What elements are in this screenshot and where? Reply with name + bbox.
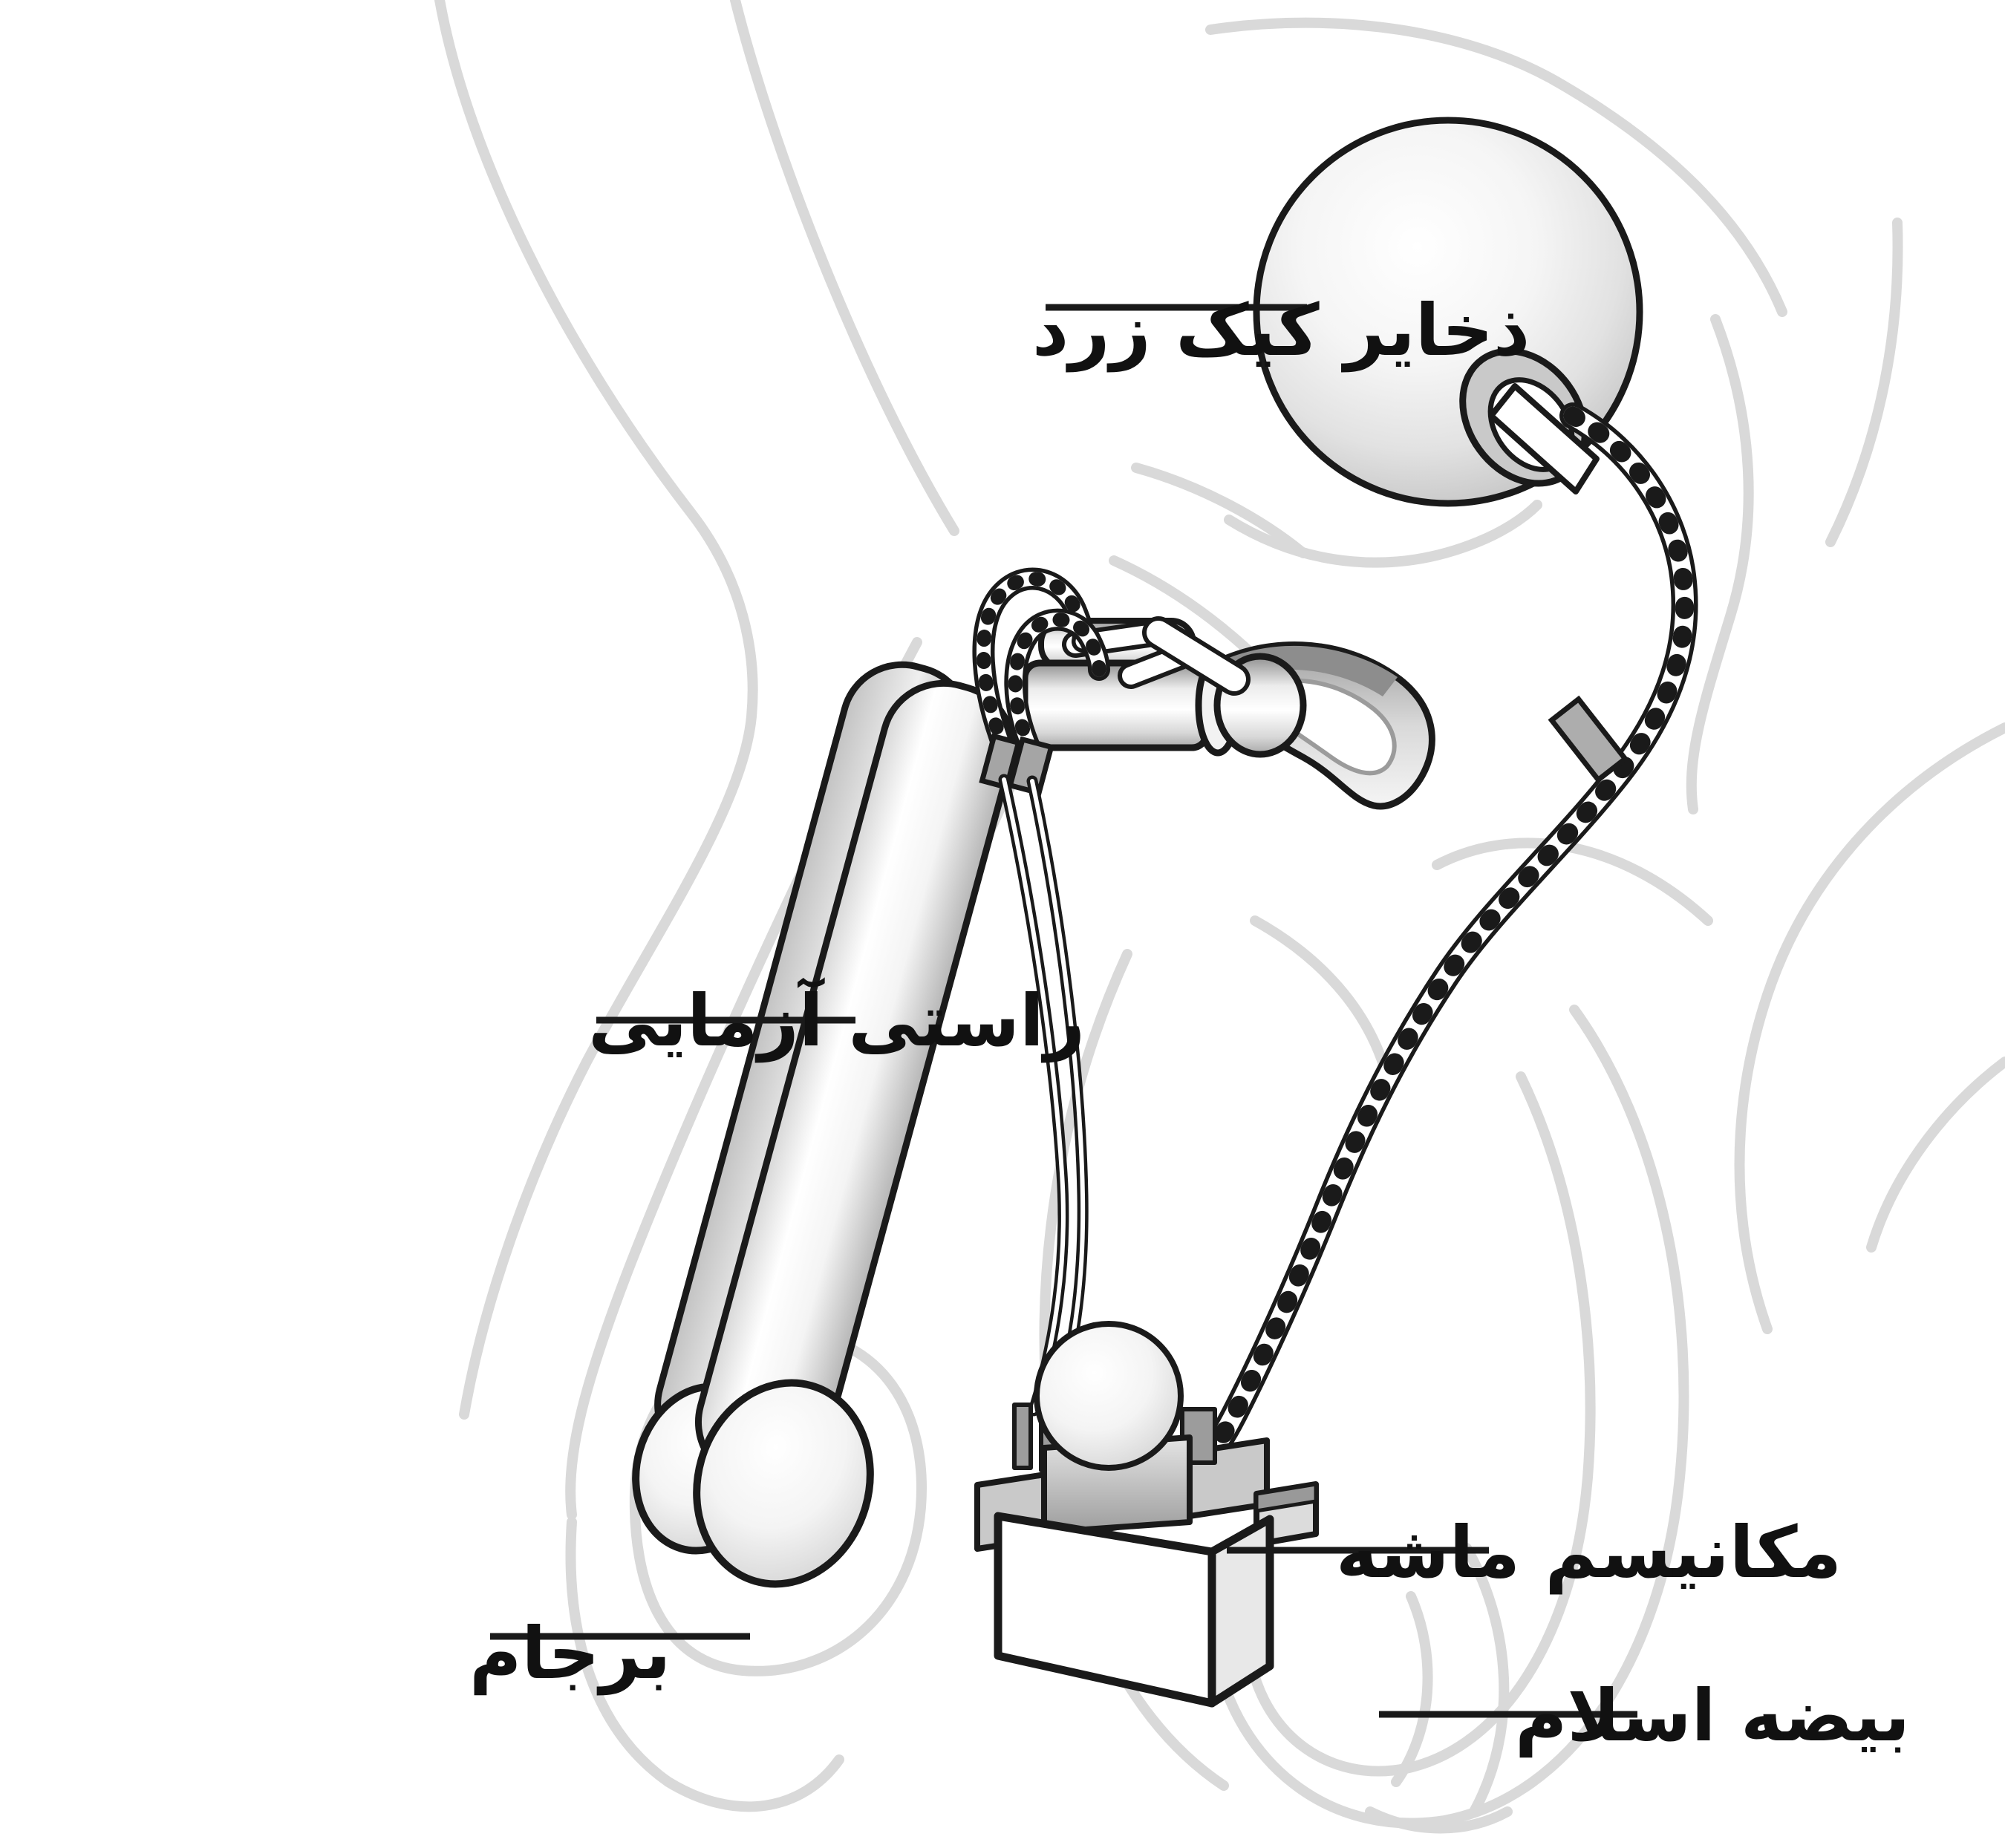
label-pump: مکانیسم ماشه [1335, 1511, 1842, 1594]
sketch-pelvic-line-2 [1136, 468, 1303, 553]
sketch-epididymis-1 [1396, 1596, 1428, 1782]
sketch-groin-left [735, 0, 954, 531]
pump-ball [1037, 1324, 1181, 1468]
sketch-perineum-2 [1255, 921, 1385, 1069]
cylinder-rear-body [1025, 663, 1207, 748]
label-reservoir: ذخایر کیک زرد [1032, 289, 1530, 372]
sketch-hip-right-2 [1830, 223, 1898, 542]
tube-connector-sleeve [1551, 699, 1625, 780]
sketch-abdomen-left [440, 0, 753, 1414]
label-shaft: برجام [469, 1612, 671, 1695]
sketch-perineum-1 [1437, 843, 1708, 921]
label-cylinder: راستی آزمایی [588, 979, 1086, 1062]
label-scrotum: بیضه اسلام [1514, 1674, 1910, 1757]
sketch-scrotum-inner [1251, 1077, 1591, 1772]
sketch-hip-right-1 [1692, 319, 1749, 809]
pump-box-front [998, 1516, 1212, 1703]
pump-box-side [1212, 1519, 1270, 1703]
sketch-thigh-right-2 [1871, 1062, 2005, 1247]
pump-post-left-1 [1014, 1405, 1031, 1468]
